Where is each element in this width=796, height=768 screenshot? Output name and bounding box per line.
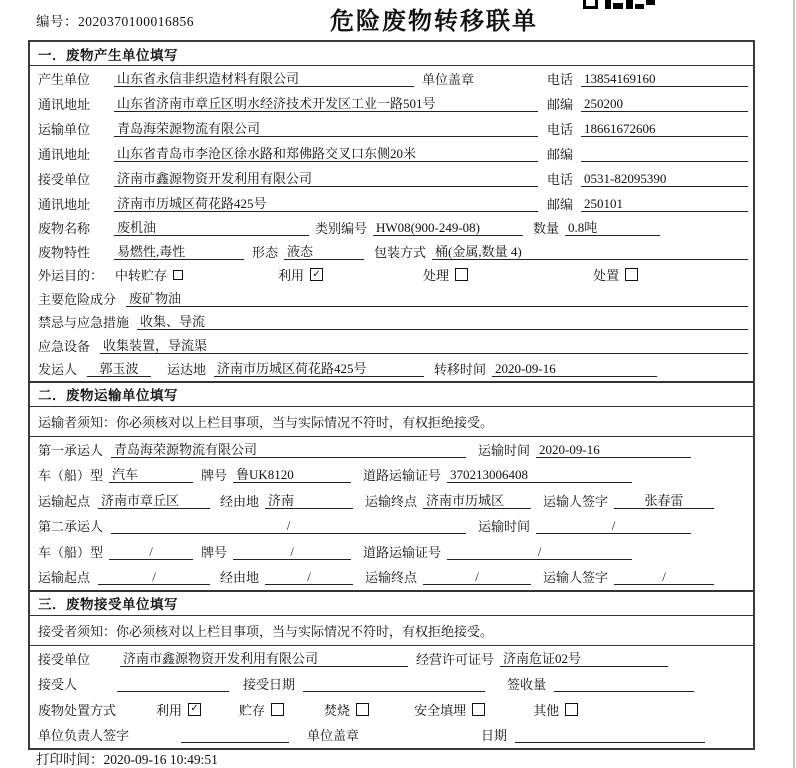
carrier1-sign-value: 张春雷 <box>614 492 714 509</box>
equipment-row <box>30 334 753 358</box>
carrier1-license-value: 370213006408 <box>447 466 632 483</box>
hazard-row <box>30 287 753 311</box>
carrier2-origin-value: / <box>98 568 210 585</box>
transfer-time-value: 2020-09-16 <box>492 360 657 377</box>
leader-sign-value <box>181 726 289 743</box>
receiver-phone-value: 0531-82095390 <box>581 170 748 187</box>
hazard-label: 主要危险成分 <box>38 291 117 307</box>
carrier1-plate-value: 鲁UK8120 <box>233 466 351 483</box>
road-license-label: 道路运输证号 <box>363 468 442 484</box>
plate-label: 牌号 <box>201 468 228 484</box>
permit-value: 济南危证02号 <box>500 650 668 667</box>
carrier1-end-value: 济南市历城区 <box>423 492 531 509</box>
emergency-label: 禁忌与应急措施 <box>38 315 130 331</box>
packing-value: 桶(金属,数量 4) <box>432 243 748 260</box>
receiver-notice: 接受者须知：你必须核对以上栏目事项，当与实际情况不符时，有权拒绝接受。 <box>30 616 753 646</box>
purpose-option-dispose <box>593 265 638 284</box>
qr-block <box>626 0 633 9</box>
purpose-option-use <box>278 265 323 284</box>
phone-label: 电话 <box>547 122 574 137</box>
via-label: 经由地 <box>220 570 260 586</box>
serial-line <box>36 10 194 30</box>
transporter-address-value: 山东省青岛市李沧区徐水路和郑佛路交叉口东侧20米 <box>114 145 538 162</box>
option-label: 焚烧 <box>324 702 351 718</box>
received-qty-label: 签收量 <box>507 677 547 693</box>
sign-label: 运输人签字 <box>543 570 609 586</box>
producer-label: 产生单位 <box>38 72 91 87</box>
producer-row <box>30 66 753 91</box>
purpose-option-transfer-storage <box>115 265 183 284</box>
carrier2-plate-value: / <box>233 543 351 560</box>
phone-label: 电话 <box>547 72 574 87</box>
receiver-label: 接受单位 <box>38 172 91 187</box>
carrier1-via-value: 济南 <box>265 492 353 509</box>
transporter-phone-value: 18661672606 <box>581 120 748 137</box>
checkbox-icon <box>173 270 183 280</box>
transfer-time-label: 转移时间 <box>434 362 487 378</box>
transporter-row <box>30 116 753 141</box>
waste-name-value: 废机油 <box>114 219 309 236</box>
manifest-table <box>28 40 755 750</box>
option-label: 处置 <box>593 268 620 284</box>
purpose-label: 外运目的： <box>38 268 104 284</box>
unit-seal-label: 单位盖章 <box>422 72 475 87</box>
origin-label: 运输起点 <box>38 570 91 586</box>
disposal-option-other <box>533 700 578 719</box>
section3-heading: 三．废物接受单位填写 <box>30 590 753 616</box>
carrier2-route-row <box>30 564 753 590</box>
waste-property-row <box>30 240 753 264</box>
plate-label: 牌号 <box>201 544 228 560</box>
transporter-notice: 运输者须知：你必须核对以上栏目事项，当与实际情况不符时，有权拒绝接受。 <box>30 407 753 437</box>
leader-sign-row <box>30 722 753 748</box>
accept-date-value <box>303 675 485 692</box>
quantity-value: 0.8吨 <box>565 219 660 236</box>
carrier1-route-row <box>30 488 753 514</box>
carrier2-value: / <box>111 517 466 534</box>
disposal-row <box>30 697 753 723</box>
transporter-label: 运输单位 <box>38 122 91 137</box>
unit-seal-label: 单位盖章 <box>307 728 360 744</box>
disposal-label: 废物处置方式 <box>38 702 117 718</box>
zip-label: 邮编 <box>547 197 574 212</box>
section2-heading: 二．废物运输单位填写 <box>30 381 753 407</box>
carrier1-origin-value: 济南市章丘区 <box>98 492 210 509</box>
qr-block <box>605 0 611 9</box>
option-label: 利用 <box>156 702 183 718</box>
accepter-label: 接受人 <box>38 677 78 693</box>
option-label: 中转贮存 <box>115 268 168 284</box>
qr-block <box>613 3 623 9</box>
purpose-option-treat <box>423 265 468 284</box>
option-label: 利用 <box>278 268 305 284</box>
hazard-value: 废矿物油 <box>126 290 748 307</box>
purpose-row <box>30 263 753 287</box>
transport-time-label: 运输时间 <box>478 519 531 535</box>
accept-unit-row <box>30 646 753 672</box>
accepter-value <box>117 675 229 692</box>
disposal-option-incinerate <box>324 700 369 719</box>
checkbox-icon <box>455 268 468 281</box>
carrier2-row <box>30 513 753 539</box>
disposal-option-landfill <box>414 700 485 719</box>
category-value: HW08(900-249-08) <box>373 219 523 236</box>
date-label: 日期 <box>481 728 508 744</box>
print-time-label: 打印时间： <box>36 752 104 767</box>
qr-block <box>646 0 655 5</box>
transporter-zip-value <box>581 145 748 162</box>
checkbox-checked-icon <box>188 703 201 716</box>
carrier2-label: 第二承运人 <box>38 519 104 535</box>
transporter-value: 青岛海荣源物流有限公司 <box>114 120 538 137</box>
producer-phone-value: 13854169160 <box>581 70 748 87</box>
option-label: 安全填埋 <box>414 702 467 718</box>
producer-address-row <box>30 91 753 116</box>
property-value: 易燃性,毒性 <box>114 243 244 260</box>
qr-block <box>635 4 644 9</box>
permit-label: 经营许可证号 <box>416 651 495 667</box>
check-mark: ✓ <box>312 268 321 280</box>
accept-unit-label: 接受单位 <box>38 651 91 667</box>
print-time-line <box>36 748 218 768</box>
address-label: 通讯地址 <box>38 197 91 212</box>
transport-time-label: 运输时间 <box>478 442 531 458</box>
carrier1-vehicle-value: 汽车 <box>109 466 193 483</box>
option-label: 其他 <box>533 702 560 718</box>
carrier1-vehicle-row <box>30 462 753 488</box>
carrier1-label: 第一承运人 <box>38 442 104 458</box>
carrier1-value: 青岛海荣源物流有限公司 <box>111 441 466 458</box>
receiver-value: 济南市鑫源物资开发利用有限公司 <box>114 170 538 187</box>
checkbox-icon <box>625 268 638 281</box>
date-value <box>515 726 705 743</box>
shipper-value: 郭玉波 <box>87 360 151 377</box>
serial-label: 编号： <box>36 14 78 29</box>
option-label: 处理 <box>423 268 450 284</box>
zip-label: 邮编 <box>547 97 574 112</box>
form-value: 液态 <box>284 243 364 260</box>
emergency-row <box>30 310 753 334</box>
form-label: 形态 <box>252 244 279 260</box>
carrier2-vehicle-value: / <box>109 543 193 560</box>
carrier2-end-value: / <box>423 568 531 585</box>
zip-label: 邮编 <box>547 147 574 162</box>
property-label: 废物特性 <box>38 244 91 260</box>
shipper-label: 发运人 <box>38 362 78 378</box>
form-title: 危险废物转移联单 <box>330 8 538 35</box>
checkbox-checked-icon <box>310 268 323 281</box>
serial-number: 2020370100016856 <box>78 14 194 29</box>
carrier2-sign-value: / <box>614 568 714 585</box>
receiver-address-row <box>30 191 753 216</box>
qr-block <box>583 0 598 9</box>
checkbox-icon <box>565 703 578 716</box>
waste-name-row <box>30 216 753 240</box>
checkbox-icon <box>271 703 284 716</box>
received-qty-value <box>554 675 694 692</box>
carrier2-time-value: / <box>536 517 691 534</box>
address-label: 通讯地址 <box>38 97 91 112</box>
sign-label: 运输人签字 <box>543 493 609 509</box>
carrier2-vehicle-row <box>30 539 753 565</box>
producer-value: 山东省永信非织造材料有限公司 <box>114 70 414 87</box>
checkbox-icon <box>356 703 369 716</box>
phone-label: 电话 <box>547 172 574 187</box>
receiver-row <box>30 166 753 191</box>
end-label: 运输终点 <box>365 493 418 509</box>
option-label: 贮存 <box>239 702 266 718</box>
waste-name-label: 废物名称 <box>38 221 91 237</box>
destination-label: 运达地 <box>167 362 207 378</box>
disposal-option-use <box>156 700 201 719</box>
accepter-row <box>30 671 753 697</box>
transporter-address-row <box>30 141 753 166</box>
carrier2-via-value: / <box>265 568 353 585</box>
shipper-row <box>30 357 753 381</box>
carrier2-license-value: / <box>447 543 632 560</box>
receiver-zip-value: 250101 <box>581 195 748 212</box>
destination-value: 济南市历城区荷花路425号 <box>214 360 424 377</box>
producer-zip-value: 250200 <box>581 95 748 112</box>
via-label: 经由地 <box>220 493 260 509</box>
leader-sign-label: 单位负责人签字 <box>38 728 130 744</box>
emergency-value: 收集、导流 <box>137 313 748 330</box>
producer-address-value: 山东省济南市章丘区明水经济技术开发区工业一路501号 <box>114 95 538 112</box>
page-edge-line <box>793 0 795 768</box>
equipment-value: 收集装置，导流渠 <box>100 337 748 354</box>
origin-label: 运输起点 <box>38 493 91 509</box>
section1-heading: 一．废物产生单位填写 <box>30 42 753 66</box>
vehicle-label: 车（船）型 <box>38 468 104 484</box>
check-mark: ✓ <box>190 703 199 715</box>
equipment-label: 应急设备 <box>38 338 91 354</box>
packing-label: 包装方式 <box>374 244 427 260</box>
address-label: 通讯地址 <box>38 147 91 162</box>
receiver-address-value: 济南市历城区荷花路425号 <box>114 195 538 212</box>
accept-unit-value: 济南市鑫源物资开发利用有限公司 <box>120 650 408 667</box>
print-time-value: 2020-09-16 10:49:51 <box>103 752 218 767</box>
road-license-label: 道路运输证号 <box>363 544 442 560</box>
end-label: 运输终点 <box>365 570 418 586</box>
carrier1-time-value: 2020-09-16 <box>536 441 691 458</box>
disposal-option-store <box>239 700 284 719</box>
accept-date-label: 接受日期 <box>243 677 296 693</box>
checkbox-icon <box>472 703 485 716</box>
category-label: 类别编号 <box>315 221 368 237</box>
vehicle-label: 车（船）型 <box>38 544 104 560</box>
qr-code-fragment <box>583 0 657 11</box>
carrier1-row <box>30 437 753 463</box>
quantity-label: 数量 <box>533 221 560 237</box>
